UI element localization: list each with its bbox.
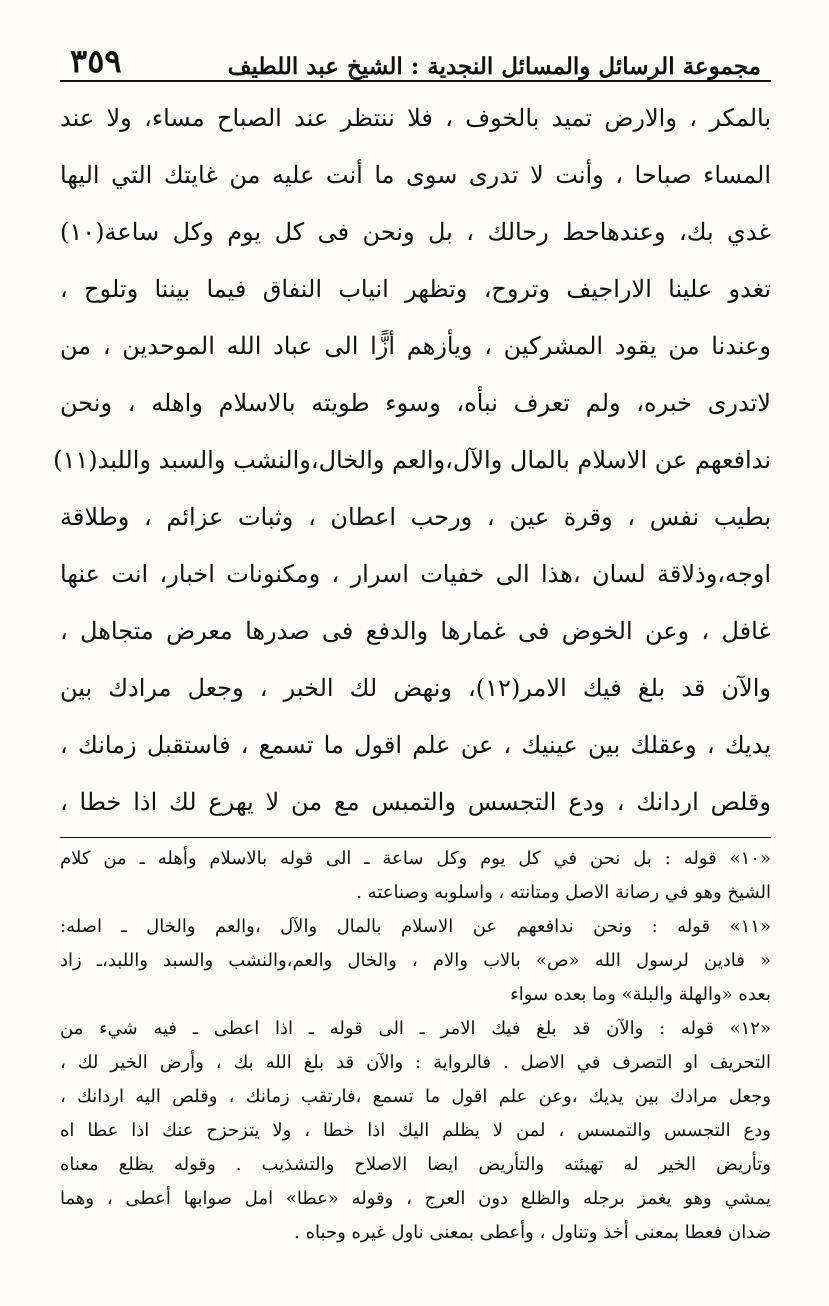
footnote-line: «١٠» قوله : بل نحن في كل يوم وكل ساعة ـ الى قوله بالاسلام وأهله ـ من كلام (60, 848, 771, 869)
footnote-line: «١١» قوله : ونحن ندافعهم عن الاسلام بالمال والآل ،والعم والخال ـ اصله: (60, 916, 771, 937)
footnote-line: بعده «والهلة والبلة» وما بعده سواء (510, 984, 771, 1005)
footnote-line: الشيخ وهو في رصانة الاصل ومتانته ، واسلوبه وصناعته . (356, 882, 771, 903)
footnote-line: ضدان فعطا بمعنى أخذ وتناول ، وأعطى بمعنى ناول غيره وحباه . (294, 1222, 771, 1243)
text-line: وقلص اردانك ، ودع التجسس والتمبس مع من لا يهرع لك اذا خطا ، (60, 788, 771, 816)
text-line: المساء صباحا ، وأنت لا تدرى سوى ما أنت عليه من غايتك التي اليها (60, 161, 771, 189)
text-line: بطيب نفس ، وقرة عين ، ورحب اعطان ، وثبات عزائم ، وطلاقة (60, 503, 771, 531)
footnote-line: «١٢» قوله : والآن قد بلغ فيك الامر ـ الى قوله ـ اذا اعطى ـ فيه شيء من (60, 1018, 771, 1039)
page-number: ٣٥٩ (70, 42, 122, 80)
footnotes (60, 842, 771, 1250)
footnote-line: ودع التجسس والتمسس ، لمن لا يظلم اليك اذا خطا ، ولا يتزحزح عنك اذا عطا اه (60, 1120, 771, 1141)
footnote-line: وجعل مرادك بين يديك ،وعن علم اقول ما تسمع ،فارتقب زمانك ، وقلص اليه اردانك ، (60, 1086, 771, 1107)
footnote-divider (60, 837, 771, 838)
footnote-line: يمشي وهو يغمز برجله والظلع دون العرج ، وقوله «عطا» امل صوابها أعطى ، وهما (60, 1188, 771, 1209)
footnote-line: التحريف او التصرف في الاصل . فالرواية : والآن قد بلغ الله بك ، وأرض الخير لك ، (60, 1052, 771, 1073)
page-header (60, 28, 771, 82)
footnote-line: « فادين لرسول الله «ص» بالاب والام ، والخال والعم،والنشب والسبد واللبد،ـ زاد (60, 950, 771, 971)
text-line: ندافعهم عن الاسلام بالمال والآل،والعم والخال،والنشب والسبد واللبد(١١) (53, 446, 771, 474)
main-text (53, 90, 771, 831)
text-line: بالمكر ، والارض تميد بالخوف ، فلا ننتظر عند الصباح مساء، ولا عند (60, 104, 771, 132)
footnote-line: وتأريض الخير له تهيئته والتأريض ايضا الاصلاح والتشذيب . وقوله يظلع معناه (60, 1154, 771, 1175)
text-line: يديك ، وعقلك بين عينيك ، عن علم اقول ما تسمع ، فاستقبل زمانك ، (60, 731, 771, 759)
text-line: غدي بك، وعندهاحط رحالك ، بل ونحن فى كل يوم وكل ساعة(١٠) (60, 218, 771, 246)
text-line: اوجه،وذلاقة لسان ،هذا الى خفيات اسرار ، ومكنونات اخبار، انت عنها (60, 560, 771, 588)
text-line: لاتدرى خبره، ولم تعرف نبأه، وسوء طويته بالاسلام واهله ، ونحن (60, 389, 771, 417)
text-line: غافل ، وعن الخوض فى غمارها والدفع فى صدرها معرض متجاهل ، (60, 617, 771, 645)
running-title: مجموعة الرسائل والمسائل النجدية : الشيخ عبد اللطيف (227, 53, 761, 80)
text-line: تغدو علينا الاراجيف وتروح، وتظهر انياب النفاق فيما بيننا وتلوح ، (60, 275, 771, 303)
text-line: وعندنا من يقود المشركين ، ويأزهم أزًّا الى عباد الله الموحدين ، من (60, 332, 771, 360)
text-line: والآن قد بلغ فيك الامر(١٢)، ونهض لك الخبر ، وجعل مرادك بين (60, 674, 771, 702)
